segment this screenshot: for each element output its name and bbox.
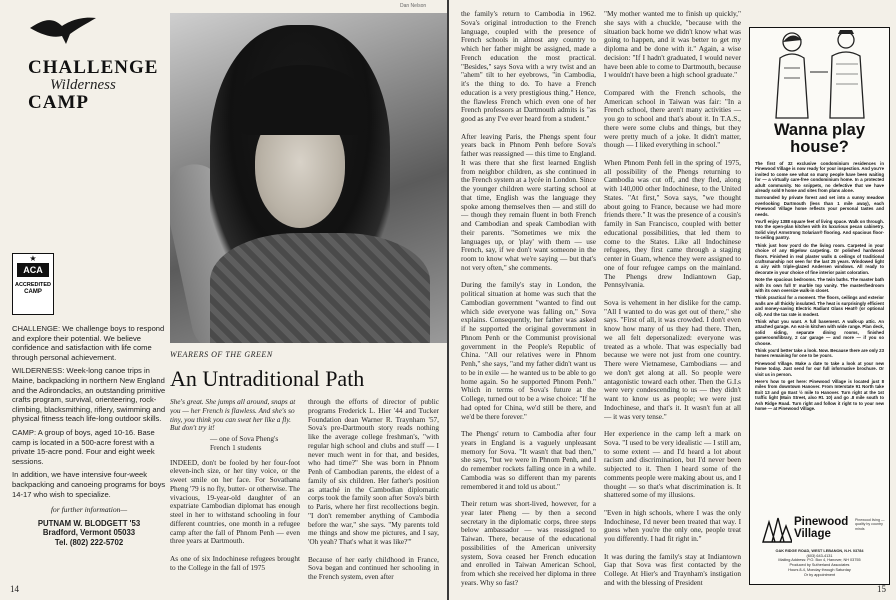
camp-title (28, 58, 168, 113)
ad-phone: (603) 643-4131 (806, 553, 833, 558)
photo-sweater (210, 233, 430, 343)
ad-illustration-people (750, 28, 889, 120)
camp-title-challenge: CHALLENGE (28, 57, 159, 78)
ad-headline-line1: Wanna play (773, 121, 866, 139)
epigraph-attribution: — one of Sova Pheng's French 1 students (210, 434, 279, 452)
article-photo (170, 13, 447, 343)
running-head: Dan Nelson (400, 3, 427, 9)
accreditation-badge (12, 253, 54, 315)
ad-headline (750, 122, 889, 156)
ad-body-paragraph: Pinewood Village. Make a date to take a look at your new home today. Just send for our full informative brochure. Or visit us in person. (755, 360, 884, 377)
page-number-right: 15 (877, 584, 886, 594)
ad-paragraph: WILDERNESS: Week-long canoe trips in Maine, backpacking in northern New England and the Adirondacks, an outstanding primitive crafts program, survival, orienteering, rock-climbing, blacksmithing, riflery, swimming and physical fitness teach life-long outdoor skills. (12, 366, 166, 424)
camp-title-camp: CAMP (28, 92, 89, 113)
ad-mailing: Mailing Address: P.O. Box 4, Hanover, NH 03755 (778, 558, 861, 563)
contact-phone: Tel. (802) 222-5702 (54, 537, 124, 547)
contact-name: PUTNAM W. BLODGETT '53 (37, 518, 141, 528)
ad-paragraph: In addition, we have intensive four-week backpacking and canoeing programs for boys 14-17 who wish to specialize. (12, 470, 166, 499)
pinewood-logo (758, 516, 883, 546)
ad-produced-by: Produced by Sutherland Associates (789, 563, 850, 568)
ad-body-paragraph: The first of 32 exclusive condominium residences in Pinewood Village is now ready for your inspection. And you're invited to come see what so many people have been waiting for — a virtually care-free condominium home. In a protected adult community. No snippets, no defective that we have already sold 9 home and sites from plans alone. (755, 161, 884, 194)
article-col2 (308, 398, 439, 588)
ad-headline-line2: house? (790, 138, 849, 156)
article-col4-body: "My mother wanted me to finish up quickly," she says with a chuckle, "because with the situation back home we didn't know what was going to happen, and it was better to get my diploma and be done with it." Again, a wise decision: "If I hadn't graduated, I would never have been able to come to Dartmouth, because I wouldn't have been a high school graduate." Compared with the French schools, the American school in Taiwan was fair: "In a French school, there aren't many activities — you go to school and that's about it. In T.A.S., there were some clubs and things, but they were pretty much of a joke. It didn't matter, though — I liked everything in school." When Phnom Penh fell in the spring of 1975, all possibility of the Phengs returning to Cambodia was cut off, and they fled, along with 140,000 other Indochinese, to the United States. "At first," Sova says, "we thought about going to France, because we had more friends there." It was the presence of a cousin's family in San Francisco, coupled with better educational possibilities, that led them to come to the States. Like all Indochinese refugees, they first came through a staging center in Guam, whence they were assigned to one of four refugee camps on the mainland. The Phengs drew Indiantown Gap, Pennsylvania. Sova is vehement in her dislike for the camp. "All I wanted to do was get out of there," she says. "First of all, it was crowded. I don't even know how many of us they had there. Then, we all felt depersonalized: everyone was treated as a whole. That was especially bad because we were not just from one country. There were Vietnamese, Cambodians — and we don't get along at all. So people were antagonistic toward each other. Then the G.I.s were very condescending to us — they didn't want to know us as people; we were just Indochinese, and that's it. It wasn't fun at all — it was very tense." Her experience in the camp left a mark on Sova. "I used to be very idealistic — I still am, to some extent — and I'd heard a lot about racism and discrimination, but I'd never been subjected to it. Then I heard some of the comments people were making about us, and I thought — so that's what discrimination is. It shattered some of my illusions. "Even in high schools, where I was the only Indochinese, I'd never been treated that way. I guess when you're the only one, people treat you differently. I had fit right in." It was during the family's stay at Indiantown Gap that Sova was first contacted by the College. At Hier's and Traynham's instigation and with the blessing of President (604, 10, 741, 587)
camp-title-wilderness: Wilderness (50, 77, 116, 93)
badge-camp: CAMP (24, 289, 42, 295)
eagle-icon (28, 14, 98, 52)
ad-body-paragraph: Surrounded by private forest and set into a sunny meadow overlooking Dartmouth (less than 1 mile away), each Pinewood Village home reflects your personal tastes and needs. (755, 195, 884, 217)
photo-bangs (240, 65, 365, 135)
further-info: for further information— (50, 505, 128, 515)
ad-body-paragraph: Think you'd better take a look. Now. Because there are only 23 homes remaining for one to be yours. (755, 348, 884, 359)
ad-body-paragraph: Think what you want. A full basement. A walk-up attic. An attached garage. An eat-in kitchen with wide range. Plan deck, solid siding, separate dining rooms, finished gameroom/library, 2 car garage — and more — if you so choose. (755, 318, 884, 346)
ad-body-paragraph: Note the spacious bedrooms. The twin baths. The master bath with its own full 5' marble top vanity. The master/bedroom with its own oversize walk-in closet. (755, 277, 884, 293)
logo-name: Pinewood Village (794, 516, 849, 540)
ad-hours-2: Or by appointment (803, 572, 836, 577)
left-page (0, 0, 447, 600)
epigraph: She's great. She jumps all around, snaps at you — her French is flawless. And she's so tiny, you think you can swat her like a fly. But don't try it! (170, 398, 296, 433)
ad-body-paragraph: You'll enjoy 1388 square feet of living space. Walk on through. Into the open-plan kitchen with its luxurious pecan cabinetry. Solid vinyl Armstrong Solarian® flooring. And spacious floor-to-ceiling pantry. (755, 219, 884, 241)
article-col2-body: through the efforts of director of public programs Frederick L. Hier '44 and Tucker Foundation dean Warner R. Traynham '57, Sova's pre-Dartmouth story reads nothing like the average college freshman's, "with regular high school and clubs and stuff — I never much went in for that, and besides, who had time?" She was born in Phnom Penh of Cambodian parents, the eldest of a family of six children. Her father's position as attaché in the Cambodian diplomatic corps took the family soon after Sova's birth to Paris, where her first recollections begin. "I don't remember anything of Cambodia before the war," she says. "My parents told me things and show me pictures, and I say, 'Oh yeah? That's what it was like?'" Because of her early childhood in France, Sova began and continued her schooling in the French system, even after (308, 398, 439, 581)
ad-address: OAK RIDGE ROAD, WEST LEBANON, N.H. 03784 (775, 549, 864, 553)
ad-hours-1: Hours 8-4, Monday through Saturday (788, 567, 851, 572)
pinewood-ad (749, 27, 890, 585)
photo-caption: WEARERS OF THE GREEN (170, 350, 273, 359)
article-col4 (604, 10, 741, 588)
ad-body-paragraph: Here's how to get here: Pinewood Village is located just 8 miles from downtown Hanover. From Interstate 91 North take Exit 13 and go East ½ mile to Hanover. Turn right at the 1st traffic light (Main Street, also Rt. 10) and go .8 mile south to Ash Ridge Road. Turn right and follow it right to to your new home — at Pinewood Village. (755, 379, 884, 412)
article-col3 (461, 10, 596, 588)
right-page (449, 0, 896, 600)
ad-body (750, 156, 889, 455)
badge-star-icon: ★ (29, 254, 37, 263)
badge-accredited: ACCREDITED (14, 282, 52, 288)
ad-footer (753, 549, 886, 577)
article-col3-body: the family's return to Cambodia in 1962. Sova's original introduction to the French language, coupled with the presence of French schools in almost any country to which her father might be assigned, made a French education the most practical. "Besides," says Sova with a wry twist and an "ahem" tilt to her eyebrows, "in Cambodia, it's the thing to do. To have a French education is a very prestigious thing." Hence, the flawless French which even one of her French professors at Dartmouth admits is "as good as any I've ever heard from a student." After leaving Paris, the Phengs spent four years back in Phnom Penh before Sova's father was reassigned — this time to England. It was there that she first learned English from neighbor children, as she continued in the French system at a lycée in London. Since the younger children were starting school at that time, English was the language they spoke among themselves then — and still do — though they remain fluent in both French and Cambodian and speak Cambodian with their parents. "Sometimes we mix the languages up, or 'play' with them — use French, say, if we don't want someone in the room to know what we're saying — but that's not very often," she comments. During the family's stay in London, the political situation at home was such that the Cambodian government "wanted to find out which side everyone was falling on," Sova explains. Consequently, her father was asked if he supported the original government in Phnom Penh or the Communist provisional government in the People's Republic of China. "All our relatives were in Phnom Penh," she says, "and my father didn't want us to be in exile — he wanted us to be able to go home again. So he supported Phnom Penh." Which in terms of Sova's future at the College, turned out to be a wise choice: "If he had opted for China, we'd still be there, and we'd be there forever." The Phengs' return to Cambodia after four years in England is a vaguely unpleasant memory for Sova. "It wasn't that bad then," she says, "but we were in Phnom Penh, and I do remember rockets falling once in a while. Cambodia was so different than my parents remembered it and told us about." Their return was short-lived, however, for a year later Pheng — by then a second secretary in the diplomatic corps, three steps below ambassador — was reassigned to Taiwan. There, because of the educational possibilities of the American university system, Sova ceased her French education and enrolled in Taiwan American School, from which she received her diploma in three years. Why so fast? (461, 10, 596, 587)
pine-trees-icon (758, 516, 792, 544)
ad-body-paragraph: Think practical for a moment. The floors, ceilings and exterior walls are all thickly insulated. The heat is surprisingly efficient and money-saving Electric Radiant Glass Heat® (or optional oil). And the tax rate is modest. (755, 295, 884, 317)
article-col1-body: INDEED, don't be fooled by her four-foot eleven-inch size, or her tiny voice, or the sweet smile on her face. For Sovathana Pheng '79 is no fly, butter- or otherwise. The vivacious, 19-year-old daughter of an expatriate Cambodian diplomat has enough steel in her to withstand schooling in four different countries, one month in a refugee camp after the fall of Phnom Penh — even three years at Dartmouth. As one of six Indochinese refugees brought to the College in the fall of 1975 (170, 457, 300, 572)
logo-tagline: Pinewood living — quality by country minds (855, 518, 885, 531)
page-number-left: 14 (10, 584, 19, 594)
ad-paragraph: CAMP: A group of boys, aged 10-16. Base camp is located in a 500-acre forest with a private 15-acre pond. Four and eight week sessions. (12, 427, 155, 466)
ad-paragraph: CHALLENGE: We challenge boys to respond and explore their potential. We believe confidence and satisfaction with life come through personal achievement. (12, 324, 165, 362)
badge-aca: ACA (17, 263, 49, 277)
contact-city: Bradford, Vermont 05033 (42, 528, 136, 538)
headline: An Untraditional Path (170, 366, 365, 391)
challenge-camp-ad (10, 6, 166, 596)
ad-body-paragraph: Think just how you'd do the living room. Carpeted in your choice of any Bigelow carpeting. Or polished hardwood floors. Finished in real plaster walls & ceilings of traditional craftsmanship not seen for the last 25 years. Windowed light & airy with triple-glazed Andersen windows. All ready to decorate in your choice of fine interior paint coloration. (755, 242, 884, 275)
